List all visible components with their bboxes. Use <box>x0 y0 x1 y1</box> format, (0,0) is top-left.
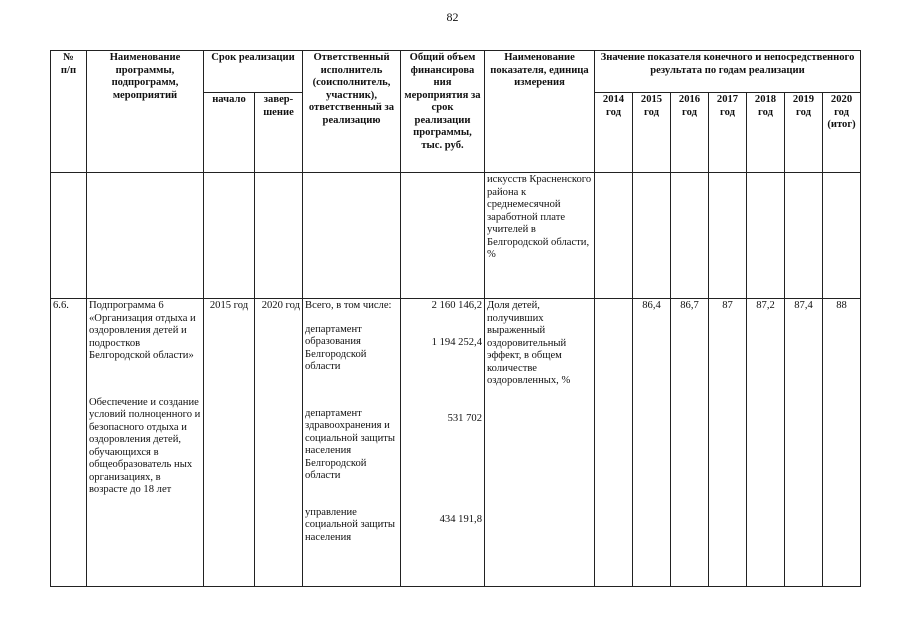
header-year-2018: 2018 год <box>747 93 785 173</box>
subprogram-name: Подпрограмма 6 «Организация отдыха и оздоровления детей и подростков Белгородской области» <box>89 300 196 361</box>
header-year-2020: 2020 год (итог) <box>823 93 861 173</box>
header-executor: Ответственный исполнитель (соисполнитель, участник), ответственный за реализацию <box>303 51 401 173</box>
row-indicator: Доля детей, получивших выраженный оздоровительный эффект, в общем количестве оздоровленных, % <box>485 299 595 587</box>
header-num <box>51 51 87 173</box>
row-name <box>87 299 204 587</box>
value-2017: 87 <box>709 299 747 587</box>
value-2020: 88 <box>823 299 861 587</box>
executor-education: департамент образования Белгородской области <box>305 323 367 372</box>
cont-start <box>204 173 255 299</box>
cont-value-2019 <box>785 173 823 299</box>
page-number: 82 <box>446 10 459 24</box>
header-num-text: № п/п <box>60 52 77 76</box>
header-values-title: Значение показателя конечного и непосредственного результата по годам реализации <box>595 51 861 93</box>
header-program-name: Наименование программы, подпрограмм, мероприятий <box>87 51 204 173</box>
financing-health: 531 702 <box>447 413 482 424</box>
row-end: 2020 год <box>255 299 303 587</box>
header-term-start: начало <box>204 93 255 173</box>
header-financing: Общий объем финансирова ния мероприятия за срок реализации программы, тыс. руб. <box>401 51 485 173</box>
header-year-2015: 2015 год <box>633 93 671 173</box>
executor-health: департамент здравоохранения и социальной защиты населения Белгородской области <box>305 407 395 481</box>
executor-total: Всего, в том числе: <box>305 300 392 311</box>
cont-num <box>51 173 87 299</box>
value-2015: 86,4 <box>633 299 671 587</box>
table-row <box>51 299 861 587</box>
header-year-2014: 2014 год <box>595 93 633 173</box>
header-term: Срок реализации <box>204 51 303 93</box>
row-num: 6.6. <box>51 299 87 587</box>
value-2019: 87,4 <box>785 299 823 587</box>
financing-total: 2 160 146,2 <box>431 300 482 311</box>
header-year-2019: 2019 год <box>785 93 823 173</box>
header-year-2016: 2016 год <box>671 93 709 173</box>
activity-name: Обеспечение и создание условий полноценного и безопасного отдыха и оздоровления детей, обучающихся в общеобразователь ных организациях, в возрасте до 18 лет <box>89 396 201 495</box>
cont-value-2015 <box>633 173 671 299</box>
cont-value-2020 <box>823 173 861 299</box>
cont-value-2014 <box>595 173 633 299</box>
executor-social: управление социальной защиты населения <box>305 506 395 543</box>
cont-indicator: искусств Красненского района к среднемесячной заработной плате учителей в Белгородской области, % <box>485 173 595 299</box>
cont-executor <box>303 173 401 299</box>
cont-end <box>255 173 303 299</box>
cont-financing <box>401 173 485 299</box>
row-financing <box>401 299 485 587</box>
value-2018: 87,2 <box>747 299 785 587</box>
header-indicator: Наименование показателя, единица измерения <box>485 51 595 173</box>
cont-name <box>87 173 204 299</box>
cont-value-2016 <box>671 173 709 299</box>
continuation-row <box>51 173 861 299</box>
financing-social: 434 191,8 <box>439 513 482 525</box>
row-executor <box>303 299 401 587</box>
cont-value-2018 <box>747 173 785 299</box>
value-2014 <box>595 299 633 587</box>
cont-value-2017 <box>709 173 747 299</box>
header-year-2017: 2017 год <box>709 93 747 173</box>
value-2016: 86,7 <box>671 299 709 587</box>
header-term-end: завер-шение <box>255 93 303 173</box>
program-table <box>50 50 861 587</box>
header-row-1 <box>51 51 861 93</box>
row-start: 2015 год <box>204 299 255 587</box>
financing-education: 1 194 252,4 <box>431 336 482 348</box>
